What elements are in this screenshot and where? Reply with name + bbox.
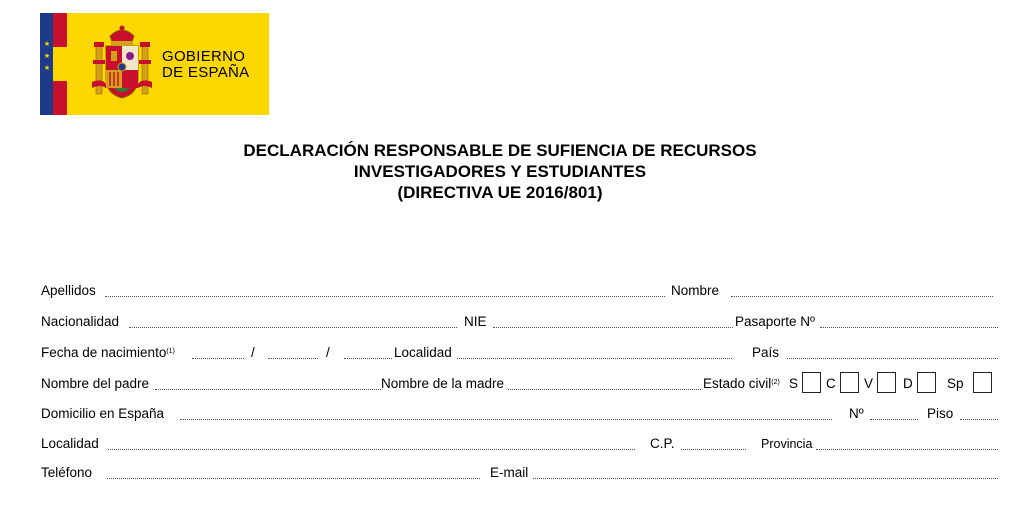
estado-sp-label: Sp — [947, 376, 964, 391]
cp-label: C.P. — [650, 436, 675, 451]
localidad-nacimiento-label: Localidad — [394, 345, 452, 360]
estado-d-label: D — [903, 376, 913, 391]
localidad-label: Localidad — [41, 436, 99, 451]
fecha-nacimiento-text: Fecha de nacimiento — [41, 345, 167, 360]
nombre-label: Nombre — [671, 283, 720, 298]
spain-flag-yellow-band — [53, 47, 67, 81]
piso-field[interactable] — [960, 419, 998, 420]
estado-v-label: V — [864, 376, 874, 391]
localidad-field[interactable] — [108, 449, 635, 450]
estado-c-checkbox[interactable] — [840, 372, 859, 393]
pasaporte-field[interactable] — [820, 327, 998, 328]
form-row-localidad — [0, 435, 1019, 455]
document-title — [0, 140, 1000, 203]
nombre-padre-field[interactable] — [155, 389, 381, 390]
nombre-padre-label: Nombre del padre — [41, 376, 150, 391]
logo-line-1: GOBIERNO — [162, 48, 246, 65]
logo-wordmark — [162, 49, 249, 81]
pais-label: País — [752, 345, 780, 360]
title-line-2: INVESTIGADORES Y ESTUDIANTES — [353, 162, 647, 181]
title-line-1: DECLARACIÓN RESPONSABLE DE SUFIENCIA DE RECURSOS — [243, 141, 757, 160]
form-row-padres — [0, 375, 1019, 395]
nacionalidad-label: Nacionalidad — [41, 314, 120, 329]
provincia-field[interactable] — [816, 449, 998, 450]
coat-of-arms-icon — [92, 22, 152, 108]
pais-field[interactable] — [787, 358, 998, 359]
estado-s-label: S — [789, 376, 799, 391]
pasaporte-label: Pasaporte Nº — [735, 314, 815, 329]
domicilio-label: Domicilio en España — [41, 406, 165, 421]
title-line-3: (DIRECTIVA UE 2016/801) — [397, 183, 603, 202]
nie-label: NIE — [464, 314, 487, 329]
estado-v-checkbox[interactable] — [877, 372, 896, 393]
fecha-year-field[interactable] — [344, 358, 392, 359]
form-row-apellidos — [0, 282, 1019, 302]
email-field[interactable] — [533, 478, 998, 479]
estado-s-checkbox[interactable] — [802, 372, 821, 393]
cp-field[interactable] — [681, 449, 746, 450]
provincia-label: Provincia — [761, 437, 813, 451]
gobierno-logo — [40, 13, 269, 115]
numero-field[interactable] — [870, 419, 918, 420]
logo-line-2: DE ESPAÑA — [162, 64, 250, 81]
apellidos-field[interactable] — [105, 296, 665, 297]
estado-civil-text: Estado civil — [703, 376, 772, 391]
form-row-domicilio — [0, 405, 1019, 425]
date-separator-2: / — [326, 345, 330, 360]
estado-civil-label — [703, 375, 780, 393]
nombre-field[interactable] — [731, 296, 993, 297]
numero-label: Nº — [849, 406, 864, 421]
form-row-nacionalidad — [0, 313, 1019, 333]
nombre-madre-field[interactable] — [508, 389, 701, 390]
nacionalidad-field[interactable] — [129, 327, 457, 328]
date-separator-1: / — [251, 345, 255, 360]
telefono-label: Teléfono — [41, 465, 93, 480]
estado-d-checkbox[interactable] — [917, 372, 936, 393]
estado-c-label: C — [826, 376, 836, 391]
fecha-footnote: (1) — [166, 348, 175, 355]
localidad-nacimiento-field[interactable] — [457, 358, 732, 359]
fecha-month-field[interactable] — [268, 358, 318, 359]
nie-field[interactable] — [493, 327, 733, 328]
fecha-day-field[interactable] — [192, 358, 244, 359]
nombre-madre-label: Nombre de la madre — [381, 376, 505, 391]
piso-label: Piso — [927, 406, 954, 421]
domicilio-field[interactable] — [180, 419, 832, 420]
estado-footnote: (2) — [771, 379, 780, 386]
estado-sp-checkbox[interactable] — [973, 372, 992, 393]
email-label: E-mail — [490, 465, 529, 480]
form-row-telefono — [0, 464, 1019, 484]
eu-stars-icon: ★ ★ ★ — [43, 41, 51, 72]
apellidos-label: Apellidos — [41, 283, 96, 298]
telefono-field[interactable] — [107, 478, 480, 479]
form-row-fecha — [0, 344, 1019, 364]
fecha-nacimiento-label — [41, 344, 175, 362]
